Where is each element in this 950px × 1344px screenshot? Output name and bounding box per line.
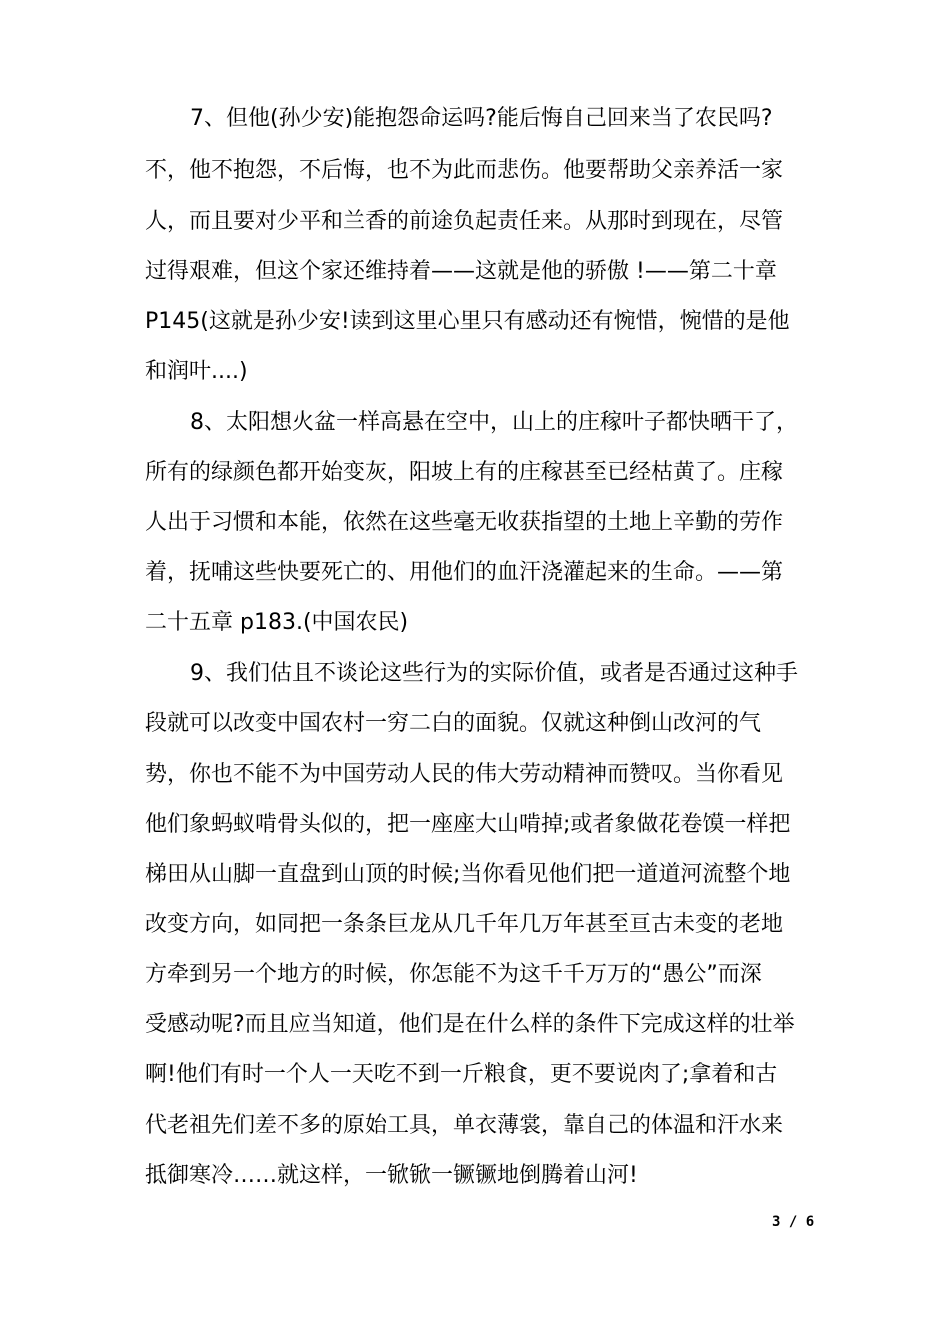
paragraph-8-line-5: 二十五章 p183.(中国农民): [145, 610, 409, 635]
paragraph-7-line-5: P145(这就是孙少安!读到这里心里只有感动还有惋惜，惋惜的是他: [145, 309, 790, 334]
page-number: 3 / 6: [772, 1214, 815, 1230]
paragraph-9-line-4: 他们象蚂蚁啃骨头似的，把一座座大山啃掉;或者象做花卷馍一样把: [145, 812, 791, 837]
paragraph-9-line-1: 9、我们估且不谈论这些行为的实际价值，或者是否通过这种手: [190, 661, 798, 686]
paragraph-9-line-11: 抵御寒冷……就这样，一锨锨一镢镢地倒腾着山河!: [145, 1163, 638, 1188]
paragraph-9-line-2: 段就可以改变中国农村一穷二白的面貌。仅就这种倒山改河的气: [145, 711, 762, 736]
paragraph-7-line-2: 不，他不抱怨，不后悔，也不为此而悲伤。他要帮助父亲养活一家: [145, 158, 784, 183]
paragraph-9-line-8: 受感动呢?而且应当知道，他们是在什么样的条件下完成这样的壮举: [145, 1012, 795, 1037]
paragraph-9-line-9: 啊!他们有时一个人一天吃不到一斤粮食，更不要说肉了;拿着和古: [145, 1062, 778, 1087]
paragraph-7-line-1: 7、但他(孙少安)能抱怨命运吗?能后悔自己回来当了农民吗?: [190, 106, 773, 131]
paragraph-7-line-6: 和润叶....): [145, 359, 248, 384]
paragraph-9-line-5: 梯田从山脚一直盘到山顶的时候;当你看见他们把一道道河流整个地: [145, 862, 791, 887]
paragraph-8-line-4: 着，抚哺这些快要死亡的、用他们的血汗浇灌起来的生命。——第: [145, 560, 784, 585]
paragraph-8-line-2: 所有的绿颜色都开始变灰，阳坡上有的庄稼甚至已经枯黄了。庄稼: [145, 460, 784, 485]
paragraph-9-line-3: 势，你也不能不为中国劳动人民的伟大劳动精神而赞叹。当你看见: [145, 762, 784, 787]
paragraph-7-line-3: 人，而且要对少平和兰香的前途负起责任来。从那时到现在，尽管: [145, 209, 784, 234]
paragraph-9-line-7: 方牵到另一个地方的时候，你怎能不为这千千万万的“愚公”而深: [145, 962, 762, 987]
paragraph-8-line-1: 8、太阳想火盆一样高悬在空中，山上的庄稼叶子都快晒干了，: [190, 410, 798, 435]
paragraph-7-line-4: 过得艰难，但这个家还维持着——这就是他的骄傲 !——第二十章: [145, 259, 777, 284]
paragraph-8-line-3: 人出于习惯和本能，依然在这些毫无收获指望的土地上辛勤的劳作: [145, 510, 784, 535]
paragraph-9-line-10: 代老祖先们差不多的原始工具，单衣薄裳，靠自己的体温和汗水来: [145, 1113, 784, 1138]
paragraph-9-line-6: 改变方向，如同把一条条巨龙从几千年几万年甚至亘古未变的老地: [145, 912, 784, 937]
